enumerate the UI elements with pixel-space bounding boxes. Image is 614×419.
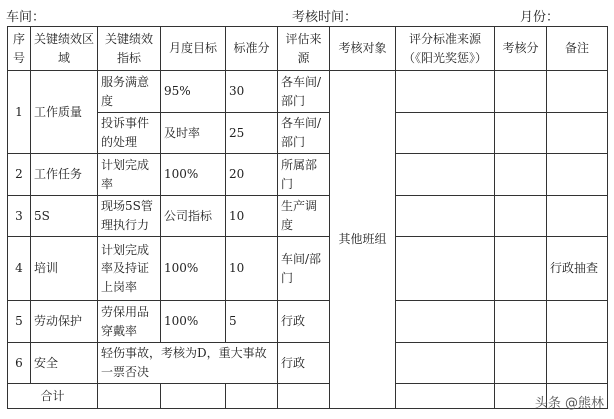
target-object-cell: 其他班组 [330, 71, 396, 409]
assessed-score-cell [495, 237, 547, 301]
col-header-area: 关键绩效区域 [31, 27, 98, 71]
kpi-table [7, 26, 608, 409]
table-row [8, 237, 608, 301]
indicator-cell: 现场5S管理执行力 [98, 196, 161, 237]
scoring-source-cell [396, 71, 495, 113]
row-no-cell: 3 [8, 196, 31, 237]
source-cell: 行政 [278, 301, 330, 343]
assessed-score-cell [495, 113, 547, 154]
total-cell [396, 384, 495, 409]
scoring-source-cell [396, 196, 495, 237]
remark-cell [547, 196, 608, 237]
total-cell [98, 384, 161, 409]
form-header [0, 6, 614, 26]
table-row [8, 343, 608, 384]
area-cell: 工作质量 [31, 71, 98, 154]
target-cell: 公司指标 [161, 196, 226, 237]
target-cell: 100% [161, 154, 226, 196]
total-cell [278, 384, 330, 409]
assessed-score-cell [495, 301, 547, 343]
source-cell: 各车间/部门 [278, 71, 330, 113]
assessed-score-cell [495, 196, 547, 237]
col-header-no: 序号 [8, 27, 31, 71]
col-header-assessed-score: 考核分 [495, 27, 547, 71]
area-cell: 工作任务 [31, 154, 98, 196]
table-row [8, 154, 608, 196]
col-header-remark: 备注 [547, 27, 608, 71]
assessed-score-cell [495, 343, 547, 384]
table-row [8, 113, 608, 154]
area-cell: 5S [31, 196, 98, 237]
row-no-cell: 5 [8, 301, 31, 343]
total-cell [161, 384, 226, 409]
month-label: 月份： [520, 10, 560, 25]
total-cell [226, 384, 278, 409]
total-label: 合计 [8, 384, 98, 409]
row-no-cell: 6 [8, 343, 31, 384]
std-score-cell: 20 [226, 154, 278, 196]
remark-cell [547, 71, 608, 113]
std-score-cell: 10 [226, 237, 278, 301]
row-no-cell: 2 [8, 154, 31, 196]
target-cell: 100% [161, 237, 226, 301]
table-header-row [8, 27, 608, 71]
source-cell: 生产调度 [278, 196, 330, 237]
indicator-cell: 轻伤事故，考核为D，重大事故一票否决 [98, 343, 278, 384]
area-cell: 劳动保护 [31, 301, 98, 343]
source-cell: 所属部门 [278, 154, 330, 196]
remark-cell [547, 301, 608, 343]
remark-cell [547, 113, 608, 154]
assessment-time-label: 考核时间： [292, 10, 358, 25]
target-cell: 及时率 [161, 113, 226, 154]
row-no-cell: 4 [8, 237, 31, 301]
scoring-source-cell [396, 113, 495, 154]
source-cell: 行政 [278, 343, 330, 384]
area-cell: 安全 [31, 343, 98, 384]
std-score-cell: 10 [226, 196, 278, 237]
remark-cell [547, 343, 608, 384]
table-row [8, 71, 608, 113]
watermark: 头条 @熊林 [534, 396, 604, 411]
col-header-object: 考核对象 [330, 27, 396, 71]
col-header-target: 月度目标 [161, 27, 226, 71]
assessed-score-cell [495, 71, 547, 113]
indicator-cell: 服务满意度 [98, 71, 161, 113]
indicator-cell: 投诉事件的处理 [98, 113, 161, 154]
table-row [8, 196, 608, 237]
remark-cell: 行政抽查 [547, 237, 608, 301]
assessed-score-cell [495, 154, 547, 196]
col-header-source: 评估来源 [278, 27, 330, 71]
scoring-source-cell [396, 301, 495, 343]
table-row [8, 301, 608, 343]
indicator-cell: 计划完成率 [98, 154, 161, 196]
target-cell: 100% [161, 301, 226, 343]
total-row [8, 384, 608, 409]
std-score-cell: 25 [226, 113, 278, 154]
source-cell: 各车间/部门 [278, 113, 330, 154]
workshop-label: 车间： [6, 10, 46, 25]
scoring-source-cell [396, 237, 495, 301]
std-score-cell: 5 [226, 301, 278, 343]
indicator-cell: 计划完成率及持证上岗率 [98, 237, 161, 301]
indicator-cell: 劳保用品穿戴率 [98, 301, 161, 343]
target-cell: 95% [161, 71, 226, 113]
scoring-source-cell [396, 154, 495, 196]
std-score-cell: 30 [226, 71, 278, 113]
remark-cell [547, 154, 608, 196]
row-no-cell: 1 [8, 71, 31, 154]
area-cell: 培训 [31, 237, 98, 301]
source-cell: 车间/部门 [278, 237, 330, 301]
scoring-source-cell [396, 343, 495, 384]
col-header-scoring-source: 评分标准来源（《阳光奖惩》） [396, 27, 495, 71]
col-header-std-score: 标准分 [226, 27, 278, 71]
col-header-indicator: 关键绩效指标 [98, 27, 161, 71]
